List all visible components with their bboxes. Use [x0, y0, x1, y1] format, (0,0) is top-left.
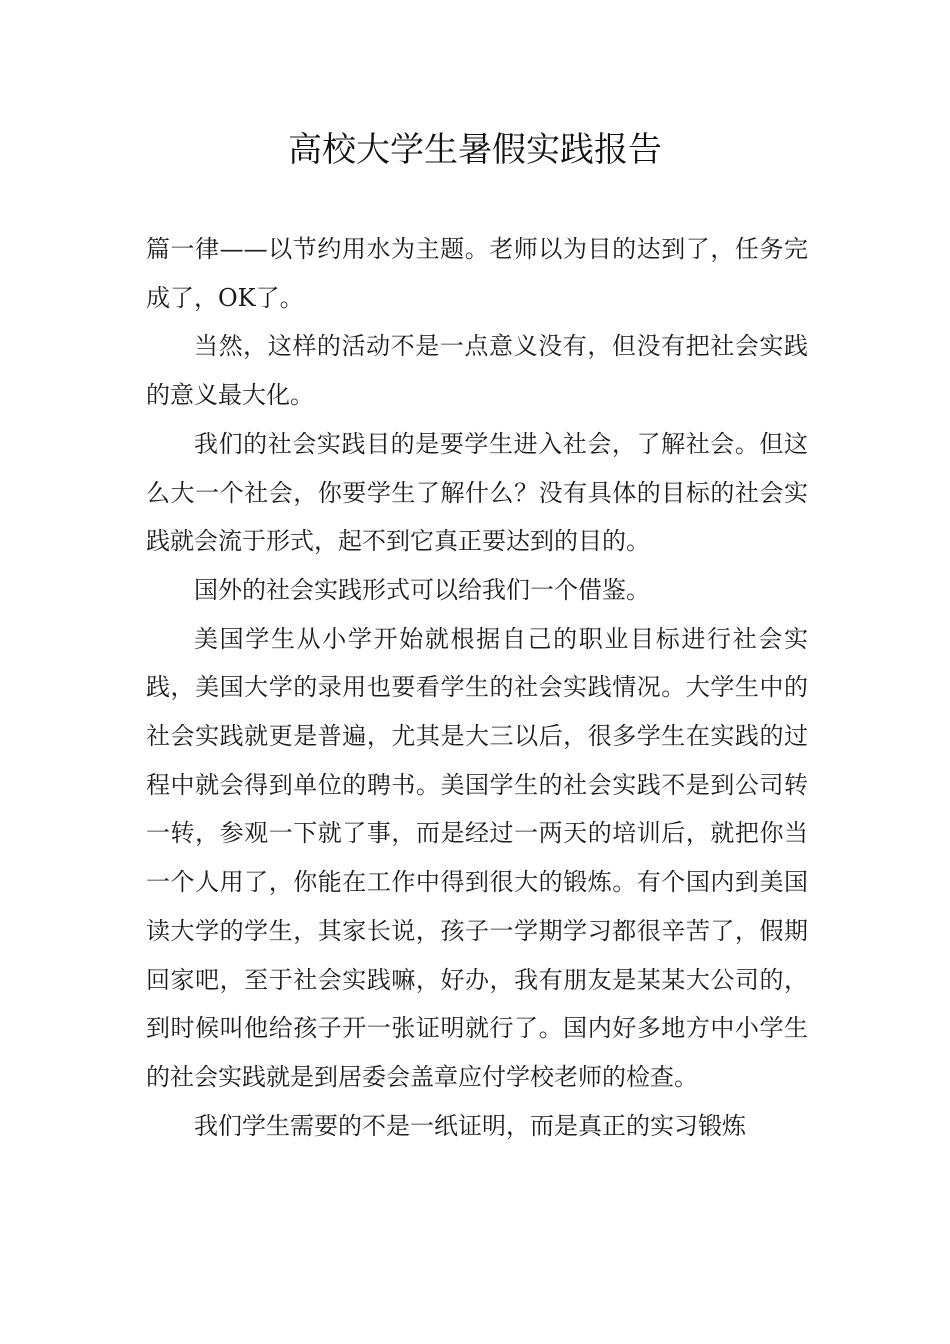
paragraph: 当然，这样的活动不是一点意义没有，但没有把社会实践的意义最大化。	[146, 332, 808, 410]
document-body	[146, 225, 808, 1150]
paragraph: 国外的社会实践形式可以给我们一个借鉴。	[194, 575, 650, 604]
paragraph-continued: 篇一律——以节约用水为主题。老师以为目的达到了，任务完成了，OK了。	[146, 235, 808, 312]
document-title: 高校大学生暑假实践报告	[288, 130, 662, 170]
paragraph: 我们学生需要的不是一纸证明，而是真正的实习锻炼	[194, 1111, 746, 1140]
paragraph: 我们的社会实践目的是要学生进入社会，了解社会。但这么大一个社会，你要学生了解什么？没有具体的目标的社会实践就会流于形式，起不到它真正要达到的目的。	[146, 429, 808, 556]
paragraph: 美国学生从小学开始就根据自己的职业目标进行社会实践，美国大学的录用也要看学生的社会实践情况。大学生中的社会实践就更是普遍，尤其是大三以后，很多学生在实践的过程中就会得到单位的聘书。美国学生的社会实践不是到公司转一转，参观一下就了事，而是经过一两天的培训后，就把你当一个人用了，你能在工作中得到很大的锻炼。有个国内到美国读大学的学生，其家长说，孩子一学期学习都很辛苦了，假期回家吧，至于社会实践嘛，好办，我有朋友是某某大公司的，到时候叫他给孩子开一张证明就行了。国内好多地方中小学生的社会实践就是到居委会盖章应付学校老师的检查。	[146, 624, 808, 1091]
